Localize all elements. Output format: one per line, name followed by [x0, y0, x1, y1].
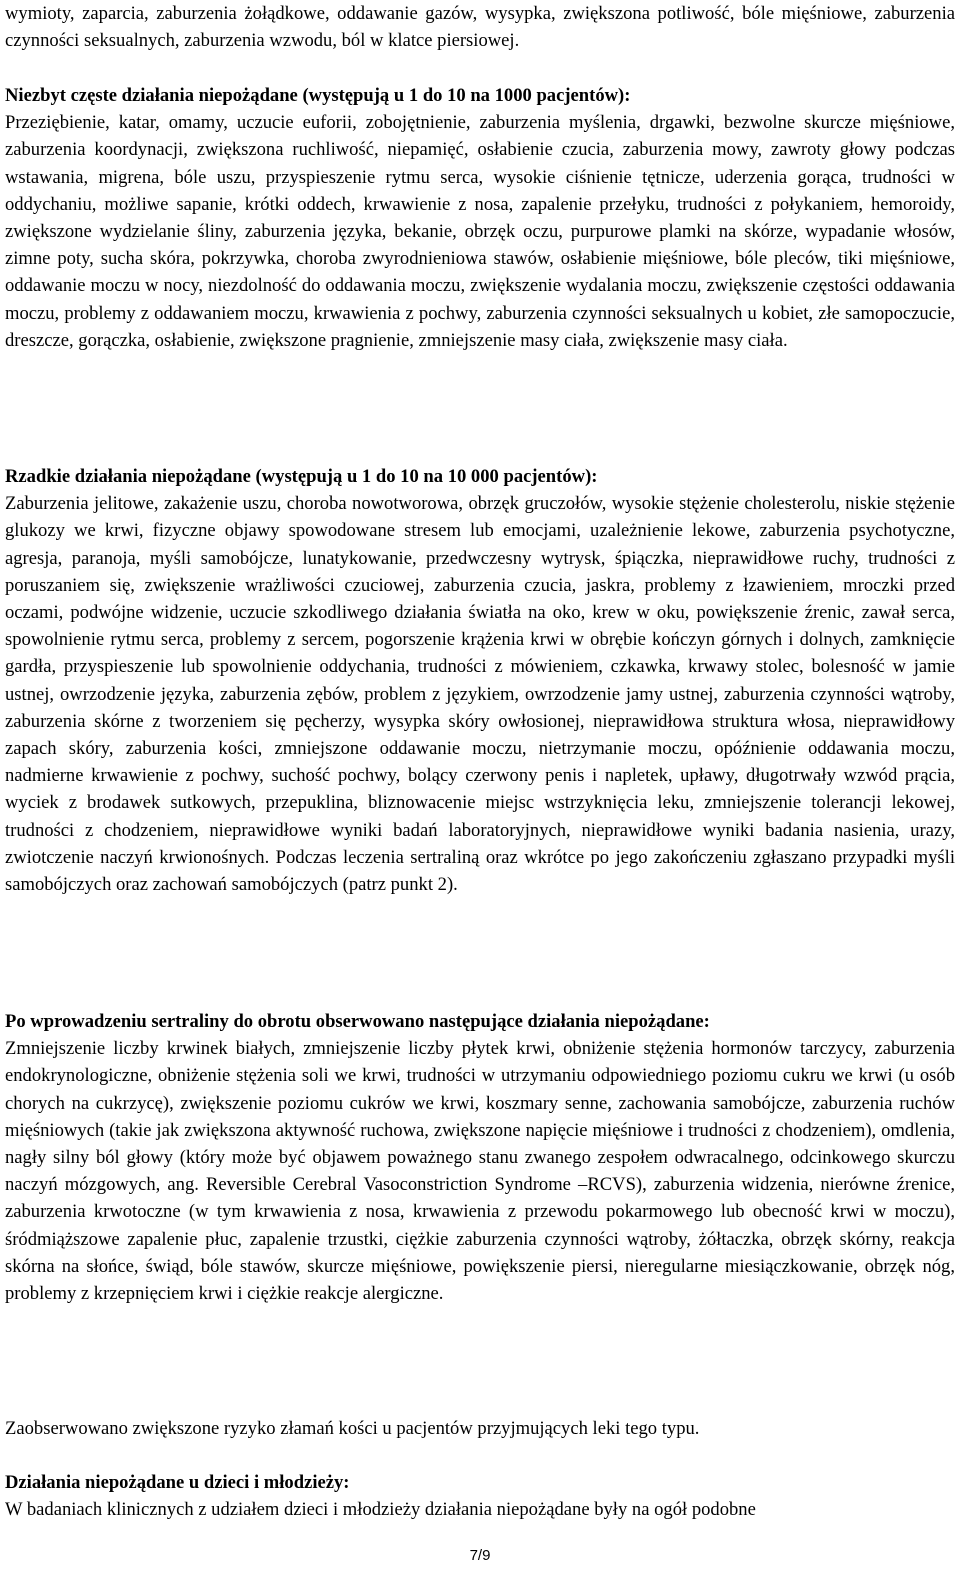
- postmarketing-section: [5, 1008, 955, 1307]
- continuation-paragraph: [5, 0, 955, 54]
- children-heading: Działania niepożądane u dzieci i młodzieży:: [5, 1472, 350, 1493]
- rare-text: Zaburzenia jelitowe, zakażenie uszu, choroba nowotworowa, obrzęk gruczołów, wysokie stężenie cholesterolu, niskie stężenie glukozy we krwi, fizyczne objawy spowodowane stresem lub emocjami, uzależnienie lekowe, zaburzenia psychotyczne, agresja, paranoja, myśli samobójcze, lunatykowanie, przedwczesny wytrysk, śpiączka, nieprawidłowe ruchy, trudności z poruszaniem się, zwiększenie wrażliwości czuciowej, zaburzenia czucia, jaskra, problemy z łzawieniem, mroczki przed oczami, podwójne widzenie, uczucie szkodliwego działania światła na oko, krew w oku, powiększenie źrenic, zawał serca, spowolnienie rytmu serca, problemy z sercem, pogorszenie krążenia krwi w obrębie kończyn górnych i dolnych, zamknięcie gardła, przyspieszenie lub spowolnienie oddychania, trudności z mówieniem, czkawka, krwawy stolec, bolesność w jamie ustnej, owrzodzenie języka, zaburzenia zębów, problem z językiem, owrzodzenie jamy ustnej, zaburzenia czynności wątroby, zaburzenia skórne z tworzeniem się pęcherzy, wysypka skóry owłosionej, nieprawidłowa struktura włosa, nieprawidłowy zapach skóry, zaburzenia kości, zmniejszone oddawanie moczu, nietrzymanie moczu, opóźnienie oddawania moczu, nadmierne krwawienie z pochwy, suchość pochwy, bolący czerwony penis i napletek, upławy, długotrwały wzwód prącia, wyciek z brodawek sutkowych, przepuklina, bliznowacenie miejsc wstrzyknięcia leku, zmniejszenie tolerancji lekowej, trudności z chodzeniem, nieprawidłowe wyniki badań laboratoryjnych, nieprawidłowe wyniki badania nasienia, urazy, zwiotczenie naczyń krwionośnych. Podczas leczenia sertraliną oraz wkrótce po jego zakończeniu zgłaszano przypadki myśli samobójczych oraz zachowań samobójczych (patrz punkt 2).: [5, 493, 955, 896]
- rare-heading: Rzadkie działania niepożądane (występują u 1 do 10 na 10 000 pacjentów):: [5, 466, 598, 487]
- postmarketing-heading: Po wprowadzeniu sertraliny do obrotu obserwowano następujące działania niepożądane:: [5, 1011, 710, 1032]
- continuation-text: wymioty, zaparcia, zaburzenia żołądkowe, oddawanie gazów, wysypka, zwiększona potliwość, bóle mięśniowe, zaburzenia czynności seksualnych, zaburzenia wzwodu, ból w klatce piersiowej.: [5, 3, 955, 52]
- uncommon-heading: Niezbyt częste działania niepożądane (występują u 1 do 10 na 1000 pacjentów):: [5, 85, 631, 106]
- page-number: 7/9: [469, 1547, 491, 1564]
- uncommon-text: Przeziębienie, katar, omamy, uczucie euforii, zobojętnienie, zaburzenia myślenia, drgawki, bezwolne skurcze mięśniowe, zaburzenia koordynacji, zwiększona ruchliwość, niepamięć, osłabienie czucia, zaburzenia mowy, zawroty głowy podczas wstawania, migrena, bóle uszu, przyspieszenie rytmu serca, wysokie ciśnienie tętnicze, uderzenia gorąca, trudności w oddychaniu, możliwe sapanie, krótki oddech, krwawienie z nosa, zapalenie przełyku, trudności z połykaniem, hemoroidy, zwiększone wydzielanie śliny, zaburzenia języka, bekanie, obrzęk oczu, purpurowe plamki na skórze, wypadanie włosów, zimne poty, sucha skóra, pokrzywka, choroba zwyrodnieniowa stawów, osłabienie mięśniowe, bóle pleców, tiki mięśniowe, oddawanie moczu w nocy, niezdolność do oddawania moczu, zwiększenie wydalania moczu, zwiększenie częstości oddawania moczu, problemy z oddawaniem moczu, krwawienia z pochwy, zaburzenia czynności seksualnych u kobiet, złe samopoczucie, dreszcze, gorączka, osłabienie, zwiększone pragnienie, zmniejszenie masy ciała, zwiększenie masy ciała.: [5, 112, 955, 351]
- rare-section: [5, 463, 955, 898]
- uncommon-section: [5, 82, 955, 354]
- postmarketing-text: Zmniejszenie liczby krwinek białych, zmniejszenie liczby płytek krwi, obniżenie stężenia hormonów tarczycy, zaburzenia endokrynologiczne, obniżenie stężenia soli we krwi, trudności w utrzymaniu odpowiedniego poziomu cukru we krwi (u osób chorych na cukrzycę), zwiększenie poziomu cukrów we krwi, koszmary senne, zachowania samobójcze, zaburzenia ruchów mięśniowych (takie jak zwiększona aktywność ruchowa, zwiększone napięcie mięśniowe i trudności z chodzeniem), omdlenia, nagły silny ból głowy (który może być objawem poważnego stanu zwanego zespołem odwracalnego, odcinkowego skurczu naczyń mózgowych, ang. Reversible Cerebral Vasoconstriction Syndrome –RCVS), zaburzenia widzenia, nierówne źrenice, zaburzenia krwotoczne (w tym krwawienia z nosa, krwawienia z przewodu pokarmowego lub obecność krwi w moczu), śródmiąższowe zapalenie płuc, zapalenie trzustki, ciężkie zaburzenia czynności wątroby, żółtaczka, obrzęk skórny, reakcja skórna na słońce, świąd, bóle stawów, skurcze mięśniowe, powiększenie piersi, nieregularne miesiączkowanie, obrzęk nóg, problemy z krzepnięciem krwi i ciężkie reakcje alergiczne.: [5, 1038, 955, 1305]
- fracture-note-text: Zaobserwowano zwiększone ryzyko złamań kości u pacjentów przyjmujących leki tego typu.: [5, 1418, 700, 1439]
- fracture-note-paragraph: [5, 1415, 955, 1442]
- children-text: W badaniach klinicznych z udziałem dzieci i młodzieży działania niepożądane były na ogół podobne: [5, 1499, 756, 1521]
- children-section: [5, 1469, 955, 1523]
